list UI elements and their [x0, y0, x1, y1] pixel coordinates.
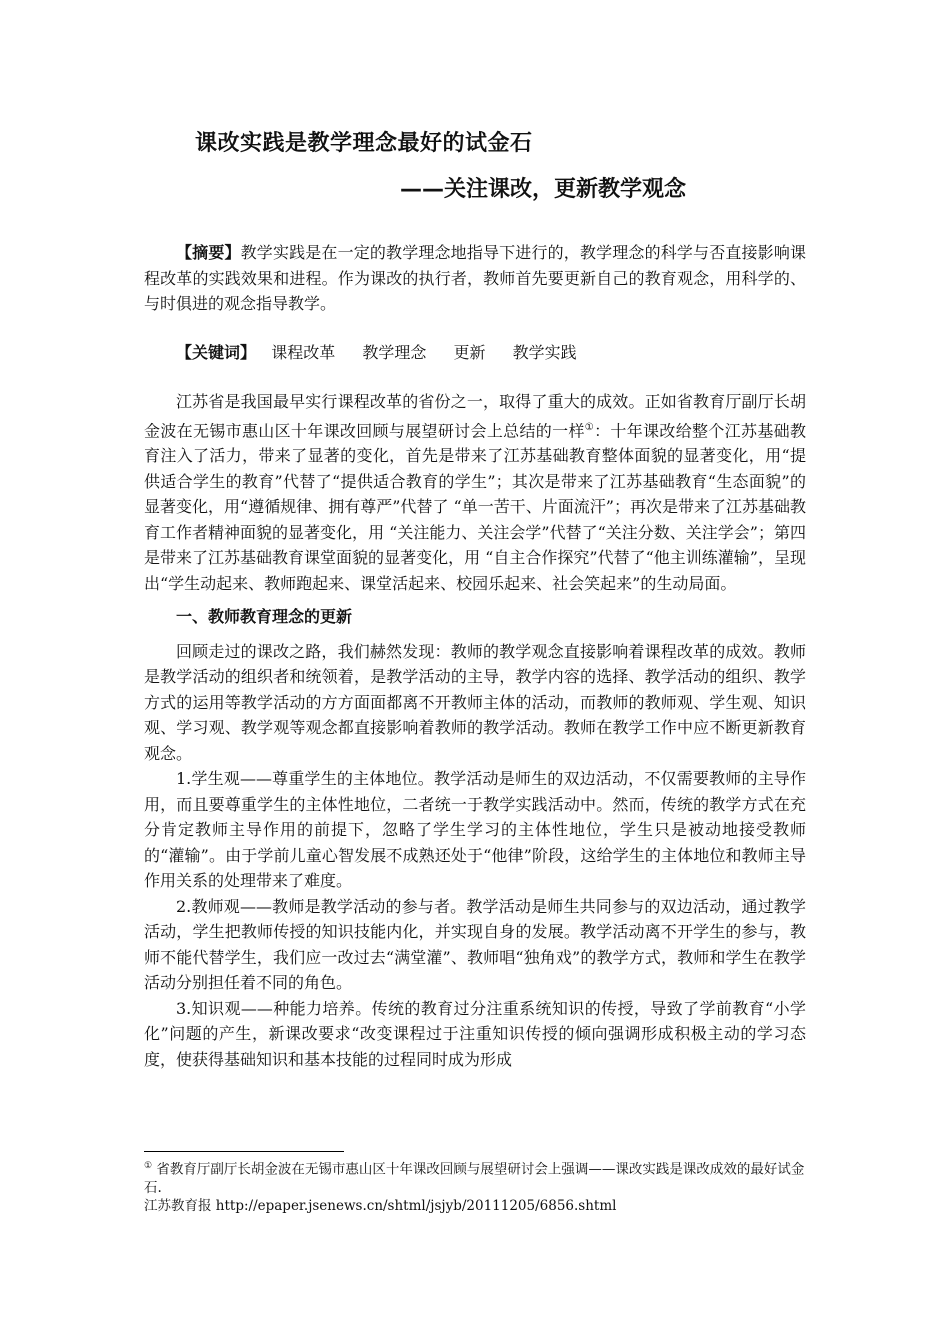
footnote-source: 江苏教育报 http://epaper.jsenews.cn/shtml/jsjyb/20111205/6856.shtml	[144, 1197, 617, 1214]
footnote-text: 省教育厅副厅长胡金波在无锡市惠山区十年课改回顾与展望研讨会上强调——课改实践是课改成效的最好试金石.	[144, 1161, 805, 1196]
keyword-item: 课程改革	[271, 343, 336, 362]
keywords	[176, 340, 599, 363]
footnote	[144, 1157, 806, 1215]
main-body	[144, 389, 806, 1072]
abstract	[144, 240, 806, 317]
body-paragraph: 3.知识观——种能力培养。传统的教育过分注重系统知识的传授，导致了学前教育“小学化”问题的产生，新课改要求“改变课程过于注重知识传授的倾向强调形成积极主动的学习态度，使获得基础知识和基本技能的过程同时成为形成	[144, 998, 806, 1069]
abstract-text: 教学实践是在一定的教学理念地指导下进行的，教学理念的科学与否直接影响课程改革的实践效果和进程。作为课改的执行者，教师首先要更新自己的教育观念，用科学的、与时俱进的观念指导教学。	[144, 243, 806, 313]
body-paragraph: 回顾走过的课改之路，我们赫然发现：教师的教学观念直接影响着课程改革的成效。教师是教学活动的组织者和统领着，是教学活动的主导，教学内容的选择、教学活动的组织、教学方式的运用等教学活动的方方面面都离不开教师主体的活动，而教师的教师观、学生观、知识观、学习观、教学观等观念都直接影响着教师的教学活动。教师在教学工作中应不断更新教育观念。	[144, 641, 806, 763]
footnote-reference[interactable]: ①	[584, 421, 595, 433]
intro-paragraph	[144, 389, 806, 596]
abstract-label: 【摘要】	[176, 243, 241, 262]
footnote-divider	[144, 1151, 344, 1152]
keyword-item: 更新	[453, 343, 486, 362]
keyword-item: 教学理念	[362, 343, 427, 362]
document-subtitle: ——关注课改，更新教学观念	[400, 177, 687, 202]
body-paragraph: 2.教师观——教师是教学活动的参与者。教学活动是师生共同参与的双边活动，通过教学活动，学生把教师传授的知识技能内化，并实现自身的发展。教学活动离不开学生的参与，教师不能代替学生，我们应一改过去“满堂灌”、教师唱“独角戏”的教学方式，教师和学生在教学活动分别担任着不同的角色。	[144, 896, 806, 993]
body-paragraph: 1.学生观——尊重学生的主体地位。教学活动是师生的双边活动，不仅需要教师的主导作用，而且要尊重学生的主体性地位，二者统一于教学实践活动中。然而，传统的教学方式在充分肯定教师主导作用的前提下，忽略了学生学习的主体性地位，学生只是被动地接受教师的“灌输”。由于学前儿童心智发展不成熟还处于“他律”阶段，这给学生的主体地位和教师主导作用关系的处理带来了难度。	[144, 769, 806, 891]
keywords-label: 【关键词】	[176, 343, 257, 362]
section-heading: 一、教师教育理念的更新	[176, 607, 353, 627]
intro-text-a: 江苏省是我国最早实行课程改革的省份之一，取得了重大的成效。正如省教育厅副厅长胡金波在无锡市惠山区十年课改回顾与展望研讨会上总结的一样	[144, 392, 806, 440]
intro-text-b: ：十年课改给整个江苏基础教育注入了活力，带来了显著的变化，首先是带来了江苏基础教育整体面貌的显著变化，用“提供适合学生的教育”代替了“提供适合教育的学生”；其次是带来了江苏基础教育“生态面貌”的显著变化，用“遵循规律、拥有尊严”代替了 “单一苦干、片面流汗”；再次是带来了江苏基础教育工作者精神面貌的显著变化，用 “关注能力、关注会学”代替了“关注分数、关注学会”；第四是带来了江苏基础教育课堂面貌的显著变化，用 “自主合作探究”代替了“他主训练灌输”，呈现出“学生动起来、教师跑起来、课堂活起来、校园乐起来、社会笑起来”的生动局面。	[144, 420, 806, 593]
keyword-item: 教学实践	[512, 343, 577, 362]
document-title: 课改实践是教学理念最好的试金石	[195, 131, 533, 156]
footnote-mark: ①	[144, 1161, 153, 1171]
